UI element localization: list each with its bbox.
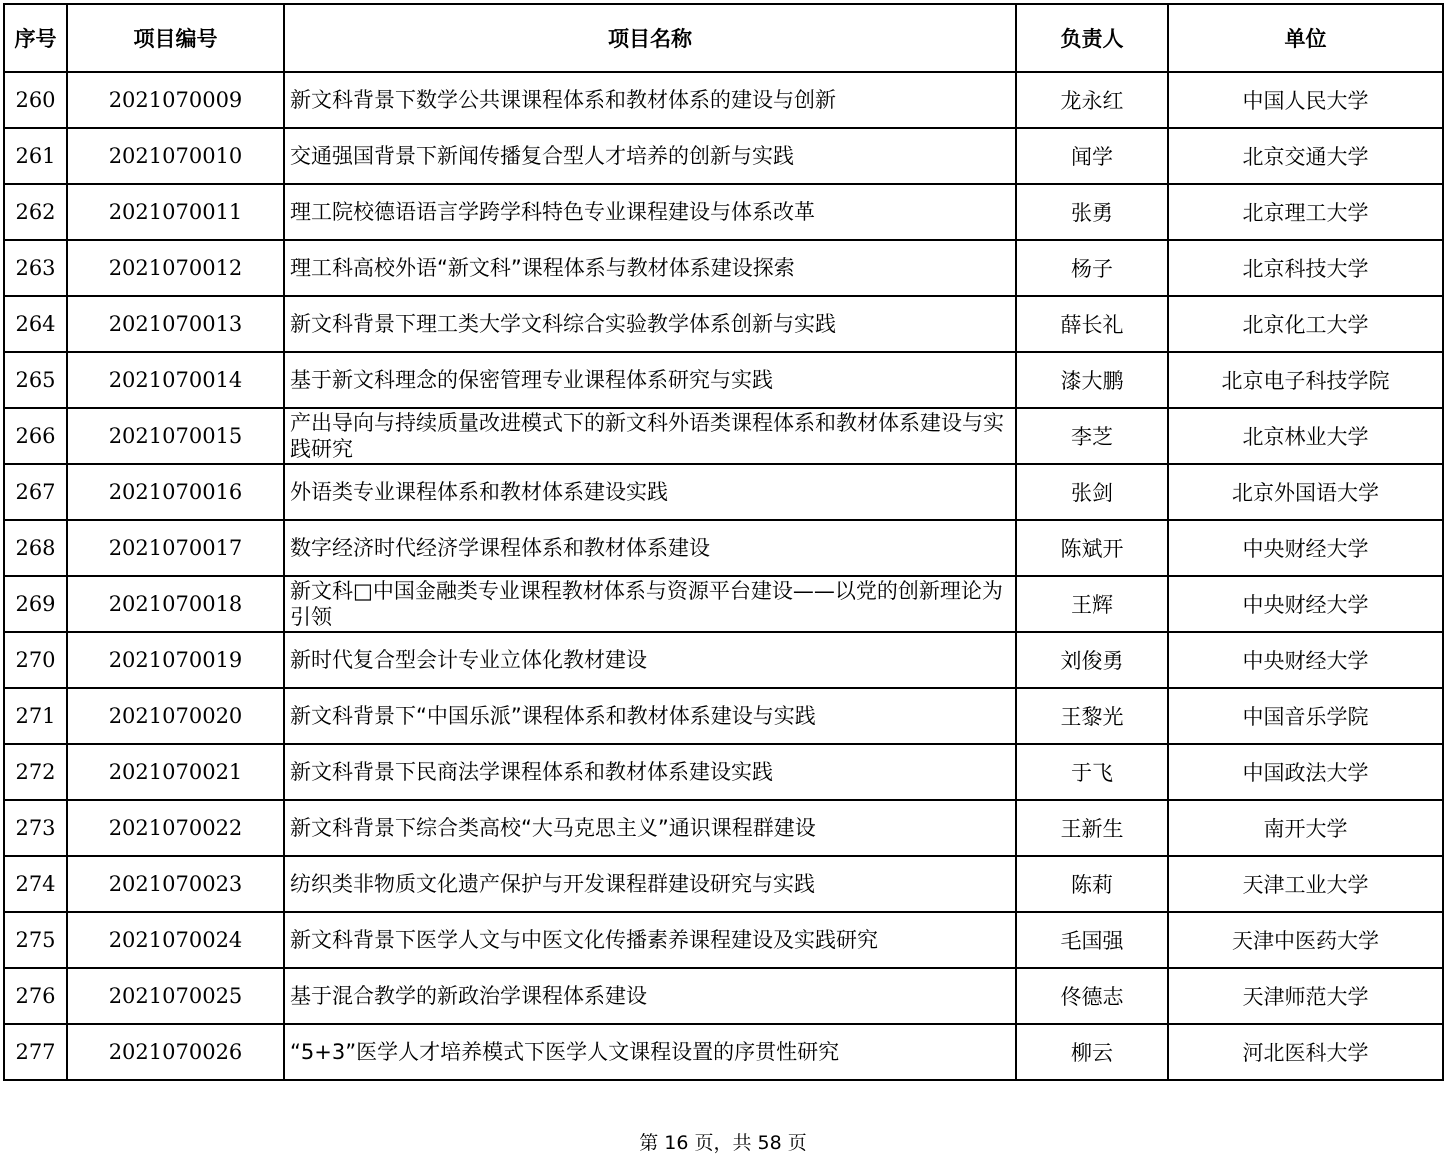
table-row bbox=[4, 72, 1443, 128]
cell-unit: 北京外国语大学 bbox=[1168, 464, 1443, 520]
cell-seq: 270 bbox=[4, 632, 67, 688]
header-name: 项目名称 bbox=[284, 4, 1016, 72]
cell-project-name: 新文科背景下“中国乐派”课程体系和教材体系建设与实践 bbox=[284, 688, 1016, 744]
cell-person: 佟德志 bbox=[1016, 968, 1168, 1024]
header-seq: 序号 bbox=[4, 4, 67, 72]
header-code: 项目编号 bbox=[67, 4, 284, 72]
cell-person: 漆大鹏 bbox=[1016, 352, 1168, 408]
cell-unit: 北京理工大学 bbox=[1168, 184, 1443, 240]
page-footer: 第 16 页，共 58 页 bbox=[639, 1132, 807, 1154]
cell-unit: 中国音乐学院 bbox=[1168, 688, 1443, 744]
table-row bbox=[4, 464, 1443, 520]
table-row bbox=[4, 352, 1443, 408]
cell-person: 柳云 bbox=[1016, 1024, 1168, 1080]
cell-unit: 中国政法大学 bbox=[1168, 744, 1443, 800]
cell-code: 2021070022 bbox=[67, 800, 284, 856]
cell-person: 杨子 bbox=[1016, 240, 1168, 296]
cell-person: 闻学 bbox=[1016, 128, 1168, 184]
table-row bbox=[4, 744, 1443, 800]
cell-person: 陈莉 bbox=[1016, 856, 1168, 912]
table-row bbox=[4, 968, 1443, 1024]
cell-project-name: 产出导向与持续质量改进模式下的新文科外语类课程体系和教材体系建设与实践研究 bbox=[284, 408, 1016, 464]
cell-code: 2021070020 bbox=[67, 688, 284, 744]
cell-person: 张勇 bbox=[1016, 184, 1168, 240]
cell-project-name: 数字经济时代经济学课程体系和教材体系建设 bbox=[284, 520, 1016, 576]
cell-code: 2021070018 bbox=[67, 576, 284, 632]
cell-person: 毛国强 bbox=[1016, 912, 1168, 968]
cell-code: 2021070015 bbox=[67, 408, 284, 464]
cell-project-name: 理工院校德语语言学跨学科特色专业课程建设与体系改革 bbox=[284, 184, 1016, 240]
cell-seq: 266 bbox=[4, 408, 67, 464]
cell-project-name: 新文科背景下综合类高校“大马克思主义”通识课程群建设 bbox=[284, 800, 1016, 856]
cell-person: 陈斌开 bbox=[1016, 520, 1168, 576]
cell-seq: 273 bbox=[4, 800, 67, 856]
cell-unit: 北京电子科技学院 bbox=[1168, 352, 1443, 408]
table-body bbox=[4, 72, 1443, 1080]
cell-seq: 269 bbox=[4, 576, 67, 632]
cell-unit: 中央财经大学 bbox=[1168, 632, 1443, 688]
table-row bbox=[4, 856, 1443, 912]
cell-unit: 中央财经大学 bbox=[1168, 576, 1443, 632]
cell-code: 2021070012 bbox=[67, 240, 284, 296]
table-header-row bbox=[4, 4, 1443, 72]
cell-code: 2021070016 bbox=[67, 464, 284, 520]
cell-person: 刘俊勇 bbox=[1016, 632, 1168, 688]
cell-seq: 261 bbox=[4, 128, 67, 184]
table-row bbox=[4, 184, 1443, 240]
cell-project-name: 基于混合教学的新政治学课程体系建设 bbox=[284, 968, 1016, 1024]
cell-unit: 北京交通大学 bbox=[1168, 128, 1443, 184]
cell-seq: 265 bbox=[4, 352, 67, 408]
cell-unit: 天津师范大学 bbox=[1168, 968, 1443, 1024]
cell-seq: 277 bbox=[4, 1024, 67, 1080]
cell-project-name: 外语类专业课程体系和教材体系建设实践 bbox=[284, 464, 1016, 520]
cell-project-name: 新文科背景下民商法学课程体系和教材体系建设实践 bbox=[284, 744, 1016, 800]
cell-unit: 河北医科大学 bbox=[1168, 1024, 1443, 1080]
table-row bbox=[4, 128, 1443, 184]
table-row bbox=[4, 632, 1443, 688]
cell-code: 2021070011 bbox=[67, 184, 284, 240]
cell-project-name: 新时代复合型会计专业立体化教材建设 bbox=[284, 632, 1016, 688]
cell-person: 王黎光 bbox=[1016, 688, 1168, 744]
header-unit: 单位 bbox=[1168, 4, 1443, 72]
table-row bbox=[4, 520, 1443, 576]
cell-code: 2021070014 bbox=[67, 352, 284, 408]
cell-seq: 263 bbox=[4, 240, 67, 296]
cell-unit: 中央财经大学 bbox=[1168, 520, 1443, 576]
cell-seq: 260 bbox=[4, 72, 67, 128]
cell-project-name: 交通强国背景下新闻传播复合型人才培养的创新与实践 bbox=[284, 128, 1016, 184]
table-row bbox=[4, 408, 1443, 464]
cell-project-name: 新文科背景下医学人文与中医文化传播素养课程建设及实践研究 bbox=[284, 912, 1016, 968]
cell-seq: 271 bbox=[4, 688, 67, 744]
cell-code: 2021070010 bbox=[67, 128, 284, 184]
cell-unit: 北京林业大学 bbox=[1168, 408, 1443, 464]
cell-code: 2021070013 bbox=[67, 296, 284, 352]
cell-person: 龙永红 bbox=[1016, 72, 1168, 128]
cell-project-name: 理工科高校外语“新文科”课程体系与教材体系建设探索 bbox=[284, 240, 1016, 296]
cell-unit: 南开大学 bbox=[1168, 800, 1443, 856]
cell-person: 王新生 bbox=[1016, 800, 1168, 856]
cell-project-name: “5+3”医学人才培养模式下医学人文课程设置的序贯性研究 bbox=[284, 1024, 1016, 1080]
table-row bbox=[4, 1024, 1443, 1080]
table-row bbox=[4, 240, 1443, 296]
cell-code: 2021070021 bbox=[67, 744, 284, 800]
cell-seq: 262 bbox=[4, 184, 67, 240]
cell-code: 2021070023 bbox=[67, 856, 284, 912]
cell-seq: 264 bbox=[4, 296, 67, 352]
table-row bbox=[4, 800, 1443, 856]
cell-code: 2021070026 bbox=[67, 1024, 284, 1080]
cell-project-name: 基于新文科理念的保密管理专业课程体系研究与实践 bbox=[284, 352, 1016, 408]
cell-person: 于飞 bbox=[1016, 744, 1168, 800]
cell-seq: 275 bbox=[4, 912, 67, 968]
table-row bbox=[4, 296, 1443, 352]
cell-unit: 天津中医药大学 bbox=[1168, 912, 1443, 968]
cell-person: 李芝 bbox=[1016, 408, 1168, 464]
table-row bbox=[4, 912, 1443, 968]
cell-project-name: 新文科背景下理工类大学文科综合实验教学体系创新与实践 bbox=[284, 296, 1016, 352]
table-row bbox=[4, 688, 1443, 744]
cell-person: 王辉 bbox=[1016, 576, 1168, 632]
cell-code: 2021070025 bbox=[67, 968, 284, 1024]
table-row bbox=[4, 576, 1443, 632]
cell-seq: 268 bbox=[4, 520, 67, 576]
cell-project-name: 新文科□中国金融类专业课程教材体系与资源平台建设——以党的创新理论为引领 bbox=[284, 576, 1016, 632]
cell-person: 张剑 bbox=[1016, 464, 1168, 520]
cell-code: 2021070017 bbox=[67, 520, 284, 576]
cell-unit: 北京科技大学 bbox=[1168, 240, 1443, 296]
cell-code: 2021070009 bbox=[67, 72, 284, 128]
cell-unit: 天津工业大学 bbox=[1168, 856, 1443, 912]
cell-project-name: 纺织类非物质文化遗产保护与开发课程群建设研究与实践 bbox=[284, 856, 1016, 912]
cell-code: 2021070024 bbox=[67, 912, 284, 968]
cell-unit: 中国人民大学 bbox=[1168, 72, 1443, 128]
cell-project-name: 新文科背景下数学公共课课程体系和教材体系的建设与创新 bbox=[284, 72, 1016, 128]
cell-unit: 北京化工大学 bbox=[1168, 296, 1443, 352]
cell-seq: 276 bbox=[4, 968, 67, 1024]
project-table bbox=[3, 3, 1444, 1081]
cell-code: 2021070019 bbox=[67, 632, 284, 688]
cell-seq: 274 bbox=[4, 856, 67, 912]
cell-person: 薛长礼 bbox=[1016, 296, 1168, 352]
header-person: 负责人 bbox=[1016, 4, 1168, 72]
cell-seq: 272 bbox=[4, 744, 67, 800]
cell-seq: 267 bbox=[4, 464, 67, 520]
